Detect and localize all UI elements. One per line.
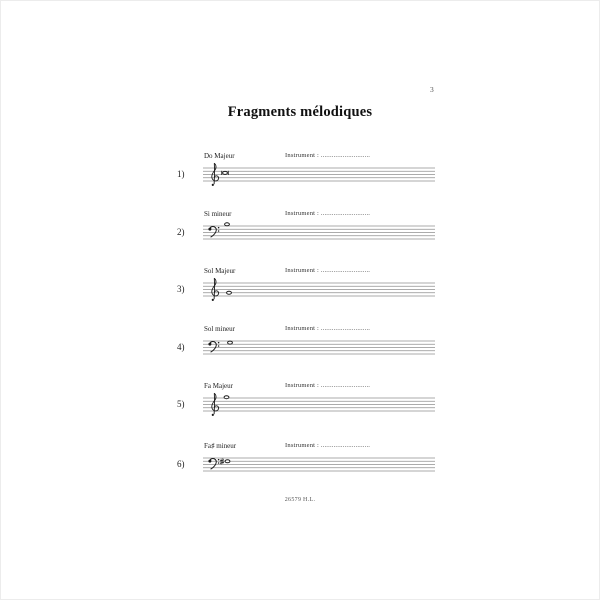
exercise-number: 1) (177, 169, 185, 179)
key-label: Fa Majeur (204, 382, 233, 390)
staff-treble (203, 273, 435, 303)
key-label: Fa♯ mineur (204, 442, 237, 450)
staff-lines (203, 226, 435, 239)
key-label: Sol mineur (204, 324, 235, 333)
staff-treble (203, 158, 435, 188)
exercise-system (177, 380, 437, 436)
whole-note (227, 291, 232, 294)
key-label: Sol Majeur (204, 267, 236, 275)
staff-lines (203, 168, 435, 181)
staff-lines (203, 458, 435, 471)
page-number: 3 (430, 85, 434, 94)
exercise-number: 3) (177, 284, 185, 294)
instrument-field: Instrument : ........................... (285, 209, 371, 217)
instrument-field: Instrument : ........................... (285, 152, 371, 159)
staff-treble (203, 388, 435, 418)
staff-bass (203, 331, 435, 361)
instrument-field: Instrument : ........................... (285, 267, 371, 274)
staff-bass (203, 448, 435, 478)
instrument-field: Instrument : ........................... (285, 382, 371, 389)
exercise-number: 4) (177, 341, 185, 352)
exercise-number: 5) (177, 399, 185, 409)
exercise-system (177, 265, 437, 321)
exercise-system (177, 440, 437, 496)
whole-note (224, 396, 229, 399)
page-title: Fragments mélodiques (227, 104, 373, 120)
staff-lines (203, 341, 435, 354)
staff-lines (203, 283, 435, 296)
exercise-system (177, 323, 437, 379)
whole-note (225, 460, 230, 463)
instrument-field: Instrument : ........................... (285, 324, 371, 332)
exercise-list (177, 150, 437, 480)
key-label: Si mineur (204, 209, 232, 218)
staff-lines (203, 398, 435, 411)
exercise-system (177, 150, 437, 206)
whole-note (225, 222, 230, 225)
plate-number: 26579 H.L. (284, 497, 316, 503)
exercise-system (177, 208, 437, 264)
staff-bass (203, 216, 435, 246)
exercise-number: 2) (177, 226, 185, 237)
exercise-number: 6) (177, 459, 185, 469)
whole-note (228, 341, 233, 344)
instrument-field: Instrument : ........................... (285, 442, 371, 449)
key-label: Do Majeur (204, 152, 235, 160)
